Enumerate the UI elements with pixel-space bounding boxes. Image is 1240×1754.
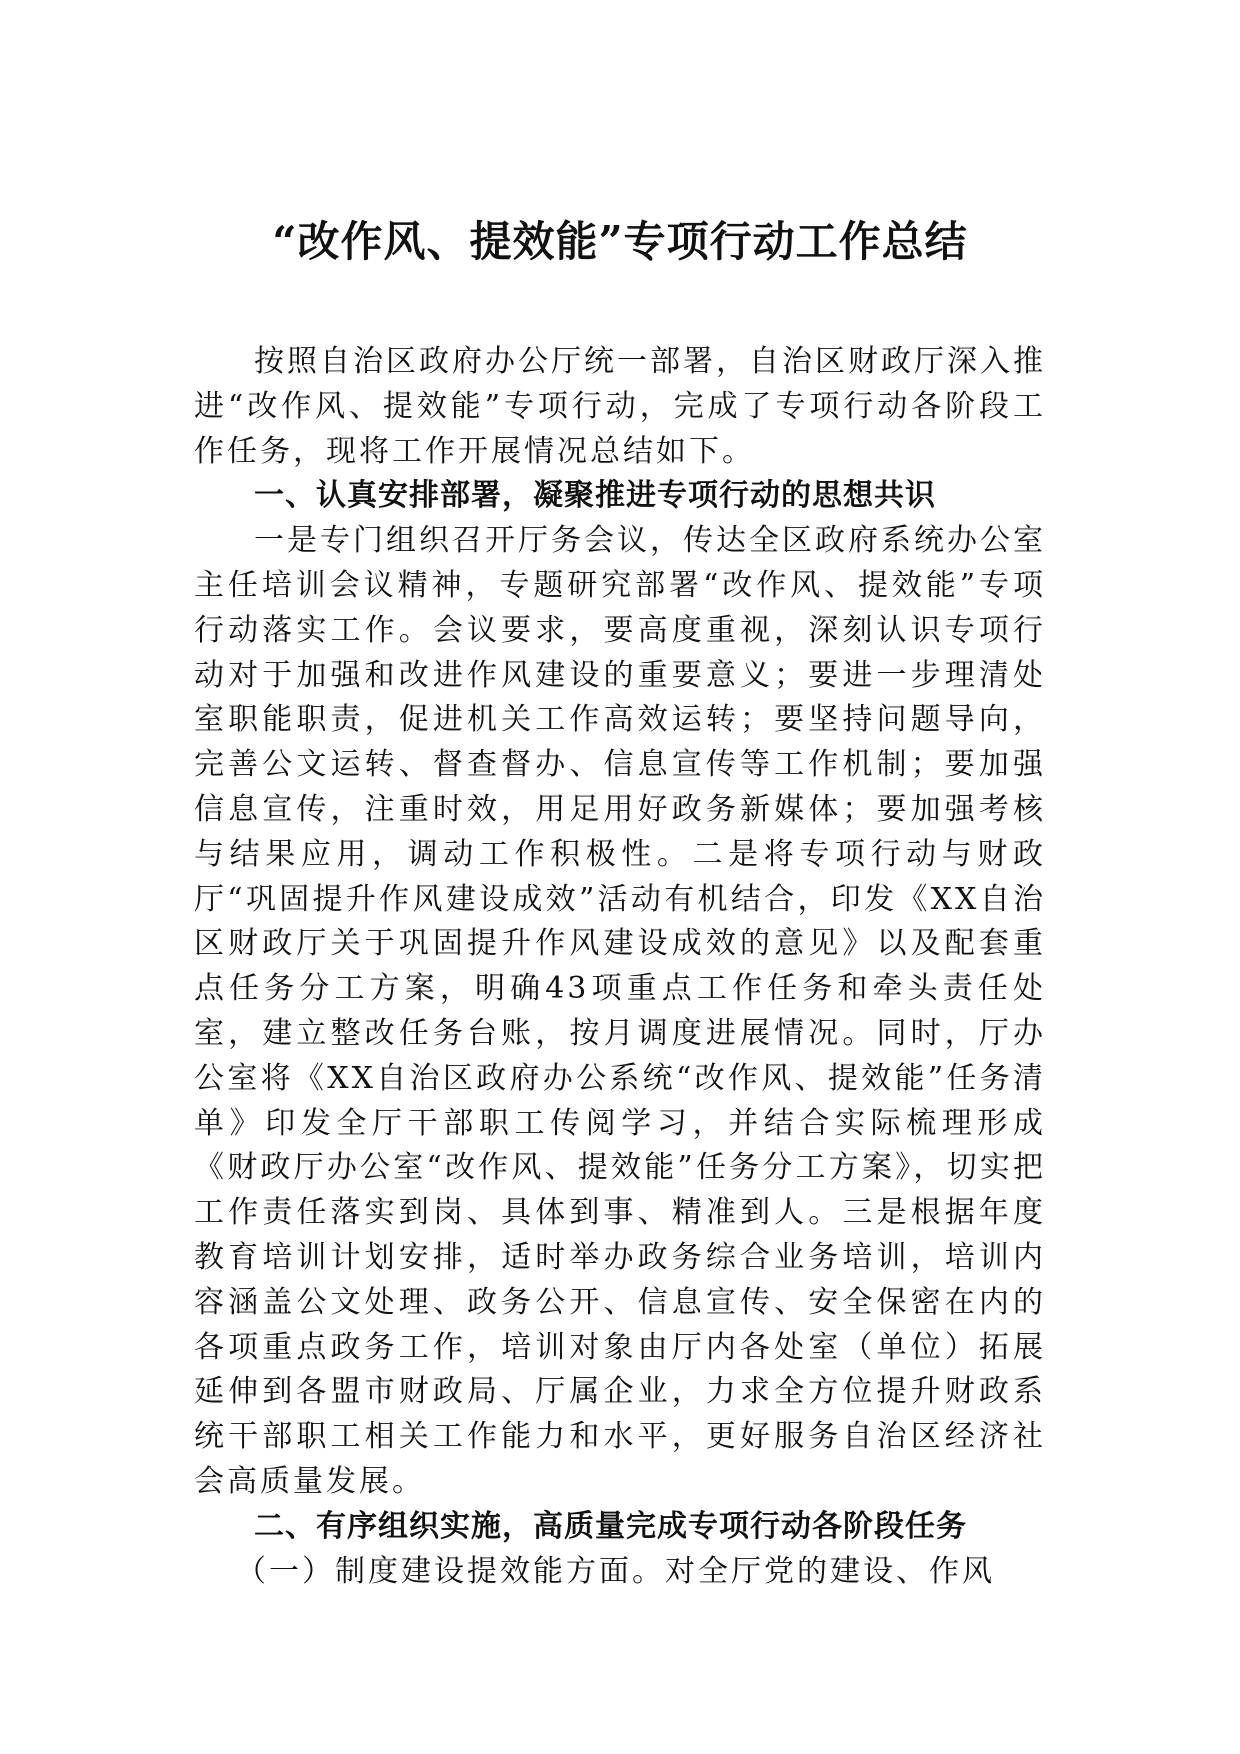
section-1-heading: 一、认真安排部署，凝聚推进专项行动的思想共识	[254, 478, 936, 514]
section-2-heading: 二、有序组织实施，高质量完成专项行动各阶段任务	[254, 1508, 967, 1544]
section-1-paragraph: 一是专门组织召开厅务会议，传达全区政府系统办公室主任培训会议精神，专题研究部署“改作风、提效能”专项行动落实工作。会议要求，要高度重视，深刻认识专项行动对于加强和改进作风建设的重要意义；要进一步理清处室职能职责，促进机关工作高效运转；要坚持问题导向，完善公文运转、督查督办、信息宣传等工作机制；要加强信息宣传，注重时效，用足用好政务新媒体；要加强考核与结果应用，调动工作积极性。二是将专项行动与财政厅“巩固提升作风建设成效”活动有机结合，印发《XX自治区财政厅关于巩固提升作风建设成效的意见》以及配套重点任务分工方案，明确43项重点工作任务和牵头责任处室，建立整改任务台账，按月调度进展情况。同时，厅办公室将《XX自治区政府办公系统“改作风、提效能”任务清单》印发全厅干部职工传阅学习，并结合实际梳理形成《财政厅办公室“改作风、提效能”任务分工方案》，切实把工作责任落实到岗、具体到事、精准到人。三是根据年度教育培训计划安排，适时举办政务综合业务培训，培训内容涵盖公文处理、政务公开、信息宣传、安全保密在内的各项重点政务工作，培训对象由厅内各处室（单位）拓展延伸到各盟市财政局、厅属企业，力求全方位提升财政系统干部职工相关工作能力和水平，更好服务自治区经济社会高质量发展。	[194, 523, 1046, 1499]
section-2-subsection-1: （一）制度建设提效能方面。对全厅党的建设、作风	[236, 1553, 995, 1589]
intro-paragraph: 按照自治区政府办公厅统一部署，自治区财政厅深入推进“改作风、提效能”专项行动，完成了专项行动各阶段工作任务，现将工作开展情况总结如下。	[194, 344, 1046, 469]
document-body	[194, 340, 1046, 1594]
document-title: “改作风、提效能”专项行动工作总结	[272, 217, 968, 266]
